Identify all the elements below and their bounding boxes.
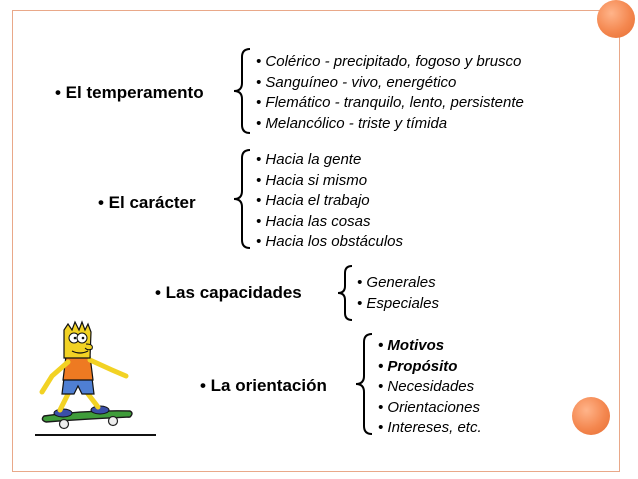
topic-orientacion: • La orientación [200,376,327,395]
brace-temperamento [232,47,252,135]
topic-temperamento: • El temperamento [55,83,204,102]
list-item: • Hacia los obstáculos [256,233,403,250]
ground-line [35,434,156,436]
list-item: • Necesidades [378,378,475,395]
list-item: • Hacia el trabajo [256,192,370,209]
list-temperamento [256,52,524,134]
list-caracter [256,150,403,253]
list-item: • Motivos [378,337,445,354]
list-orientacion [378,336,482,439]
list-item: • Sanguíneo - vivo, energético [256,73,457,91]
list-item: • Intereses, etc. [378,419,482,436]
topic-capacidades: • Las capacidades [155,283,302,302]
corner-circle-bottom-right [572,397,610,435]
list-item: • Hacia si mismo [256,171,368,189]
list-item: • Colérico - precipitado, fogoso y brusco [256,53,522,70]
list-item: • Hacia las cosas [256,212,371,230]
list-item: • Generales [357,274,436,291]
brace-orientacion [354,332,374,436]
brace-caracter [232,148,252,250]
list-item: • Flemático - tranquilo, lento, persistente [256,94,524,111]
list-item: • Orientaciones [378,398,480,416]
skateboarder-illustration [30,318,140,434]
list-item: • Melancólico - triste y tímida [256,114,448,132]
list-item: • Especiales [357,294,439,312]
list-item: • Hacia la gente [256,151,362,168]
list-item: • Propósito [378,357,458,375]
topic-caracter: • El carácter [98,193,196,212]
brace-capacidades [336,264,354,322]
list-capacidades [357,273,439,314]
corner-circle-top-right [597,0,635,38]
